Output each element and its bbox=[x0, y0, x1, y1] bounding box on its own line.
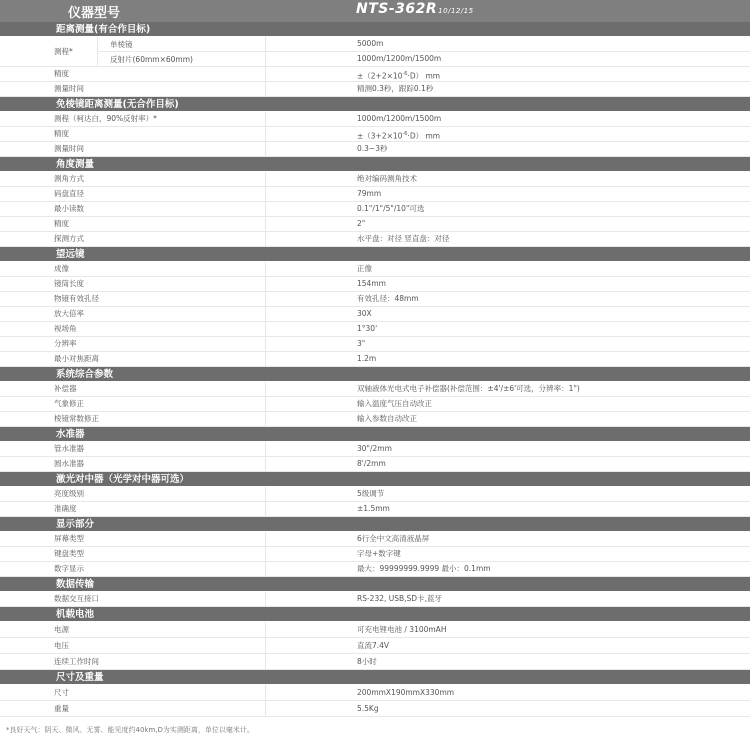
spec-value: 字母+数字键 bbox=[357, 549, 401, 558]
spec-row bbox=[0, 547, 750, 562]
spec-value: 正像 bbox=[357, 264, 372, 273]
spec-value: 1.2m bbox=[357, 354, 377, 363]
spec-value: 6行全中文高清液晶屏 bbox=[357, 534, 430, 543]
spec-value: 1°30' bbox=[357, 324, 378, 333]
spec-row bbox=[0, 382, 750, 397]
spec-row bbox=[0, 592, 750, 607]
spec-label: 放大倍率 bbox=[54, 309, 84, 318]
spec-row: 测程（柯达白，90%反射率）* 1000m/1200m/1500m bbox=[0, 112, 750, 127]
spec-label: 镜筒长度 bbox=[54, 279, 84, 288]
section-header: 显示部分 bbox=[0, 517, 750, 532]
reflector-value: 1000m/1200m/1500m bbox=[357, 54, 442, 63]
spec-row bbox=[0, 337, 750, 352]
spec-value: 79mm bbox=[357, 189, 382, 198]
footnote: *良好天气：阴天、微风、无雾、能见度约40km,D为实测距离，单位以毫米计。 bbox=[6, 726, 254, 734]
spec-value: 30X bbox=[357, 309, 372, 318]
section-header: 免棱镜距离测量(无合作目标) bbox=[0, 97, 750, 112]
spec-label: 精度 bbox=[54, 219, 69, 228]
spec-row bbox=[0, 172, 750, 187]
spec-value: 8小时 bbox=[357, 657, 377, 666]
spec-row bbox=[0, 562, 750, 577]
spec-row bbox=[0, 654, 750, 670]
spec-label: 连续工作时间 bbox=[54, 657, 99, 666]
section-header: 距离测量(有合作目标) bbox=[0, 22, 750, 37]
single-prism-label: 单棱镜 bbox=[110, 40, 133, 49]
section-header: 角度测量 bbox=[0, 157, 750, 172]
accuracy-value: $\pm(2+2\times 10^{-6}\cdot D)$ mm bbox=[357, 71, 441, 81]
spec-row bbox=[0, 277, 750, 292]
model-label: 仪器型号 bbox=[68, 6, 121, 21]
spec-label: 测角方式 bbox=[54, 174, 84, 183]
spec-label: 最小读数 bbox=[54, 204, 84, 213]
spec-value: 8'/2mm bbox=[357, 459, 386, 468]
section-header: 机载电池 bbox=[0, 607, 750, 622]
spec-label: 数字显示 bbox=[54, 564, 84, 573]
section-header: 数据传输 bbox=[0, 577, 750, 592]
spec-row bbox=[0, 442, 750, 457]
spec-label: 屏幕类型 bbox=[54, 534, 84, 543]
spec-value: 3" bbox=[357, 339, 366, 348]
spec-row bbox=[0, 187, 750, 202]
spec-row bbox=[0, 307, 750, 322]
spec-value: 输入温度气压自动改正 bbox=[357, 399, 432, 408]
spec-value: 有效孔径：48mm bbox=[357, 294, 419, 303]
header-bar bbox=[0, 0, 750, 22]
spec-label: 棱镜常数修正 bbox=[54, 414, 99, 423]
spec-value: 水平盘：对径 竖直盘：对径 bbox=[357, 234, 450, 243]
spec-row bbox=[0, 412, 750, 427]
section-header: 激光对中器（光学对中器可选） bbox=[0, 472, 750, 487]
spec-value: 5.5Kg bbox=[357, 704, 379, 713]
spec-value: 154mm bbox=[357, 279, 386, 288]
spec-value: 5级调节 bbox=[357, 489, 385, 498]
spec-row bbox=[0, 352, 750, 367]
range-row bbox=[0, 37, 750, 67]
spec-value: 0.1"/1"/5"/10"可选 bbox=[357, 204, 425, 213]
spec-label: 数据交互接口 bbox=[54, 594, 99, 603]
spec-label: 气象修正 bbox=[54, 399, 84, 408]
spec-row bbox=[0, 685, 750, 701]
spec-label: 电源 bbox=[54, 625, 69, 634]
section-header: 水准器 bbox=[0, 427, 750, 442]
spec-value: RS-232, USB,SD卡,蓝牙 bbox=[357, 594, 442, 603]
spec-row bbox=[0, 292, 750, 307]
spec-value: 直流7.4V bbox=[357, 641, 390, 650]
spec-label: 尺寸 bbox=[54, 688, 69, 697]
section-header: 尺寸及重量 bbox=[0, 670, 750, 685]
spec-label: 圆水准器 bbox=[54, 459, 84, 468]
spec-value: 输入参数自动改正 bbox=[357, 414, 417, 423]
spec-row bbox=[0, 457, 750, 472]
spec-row bbox=[0, 262, 750, 277]
spec-row bbox=[0, 622, 750, 638]
spec-value: 双轴液体光电式电子补偿器(补偿范围：±4'/±6'可选，分辨率：1") bbox=[357, 384, 580, 393]
spec-value: 最大：99999999.9999 最小：0.1mm bbox=[357, 564, 491, 573]
spec-label: 成像 bbox=[54, 264, 69, 273]
section-header: 望远镜 bbox=[0, 247, 750, 262]
spec-label: 视场角 bbox=[54, 324, 77, 333]
single-prism-value: 5000m bbox=[357, 39, 384, 48]
spec-label: 分辨率 bbox=[54, 339, 77, 348]
spec-row bbox=[0, 397, 750, 412]
spec-row: 精度 $\pm(2+2\times 10^{-6}\cdot D)$ mm bbox=[0, 67, 750, 82]
spec-row bbox=[0, 532, 750, 547]
spec-row: 测量时间 精测0.3秒，跟踪0.1秒 bbox=[0, 82, 750, 97]
spec-value: 绝对编码测角技术 bbox=[357, 174, 417, 183]
spec-row bbox=[0, 487, 750, 502]
spec-value: 可充电锂电池 / 3100mAH bbox=[357, 625, 447, 634]
spec-row bbox=[0, 232, 750, 247]
spec-label: 物镜有效孔径 bbox=[54, 294, 99, 303]
spec-label: 电压 bbox=[54, 641, 69, 650]
reflector-label: 反射片(60mm×60mm) bbox=[110, 55, 193, 64]
spec-label: 最小对焦距离 bbox=[54, 354, 99, 363]
spec-row bbox=[0, 638, 750, 654]
spec-value: ±1.5mm bbox=[357, 504, 390, 513]
spec-label: 准确度 bbox=[54, 504, 77, 513]
spec-label: 键盘类型 bbox=[54, 549, 84, 558]
spec-row bbox=[0, 701, 750, 717]
spec-label: 补偿器 bbox=[54, 384, 77, 393]
accuracy-value: $\pm(3+2\times 10^{-6}\cdot D)$ mm bbox=[357, 131, 441, 141]
spec-row bbox=[0, 322, 750, 337]
spec-value: 2" bbox=[357, 219, 366, 228]
spec-value: 30"/2mm bbox=[357, 444, 392, 453]
spec-value: 200mmX190mmX330mm bbox=[357, 688, 455, 697]
spec-row bbox=[0, 217, 750, 232]
range-label: 测程* bbox=[54, 47, 73, 56]
spec-row bbox=[0, 502, 750, 517]
spec-row: 精度 $\pm(3+2\times 10^{-6}\cdot D)$ mm bbox=[0, 127, 750, 142]
spec-label: 码盘直径 bbox=[54, 189, 84, 198]
spec-row bbox=[0, 202, 750, 217]
section-header: 系统综合参数 bbox=[0, 367, 750, 382]
model-name: NTS-362R10/12/15 bbox=[356, 1, 474, 17]
spec-label: 亮度级别 bbox=[54, 489, 84, 498]
spec-label: 探测方式 bbox=[54, 234, 84, 243]
spec-label: 管水准器 bbox=[54, 444, 84, 453]
spec-row: 测量时间 0.3~3秒 bbox=[0, 142, 750, 157]
spec-table bbox=[0, 22, 750, 717]
spec-label: 重量 bbox=[54, 704, 69, 713]
